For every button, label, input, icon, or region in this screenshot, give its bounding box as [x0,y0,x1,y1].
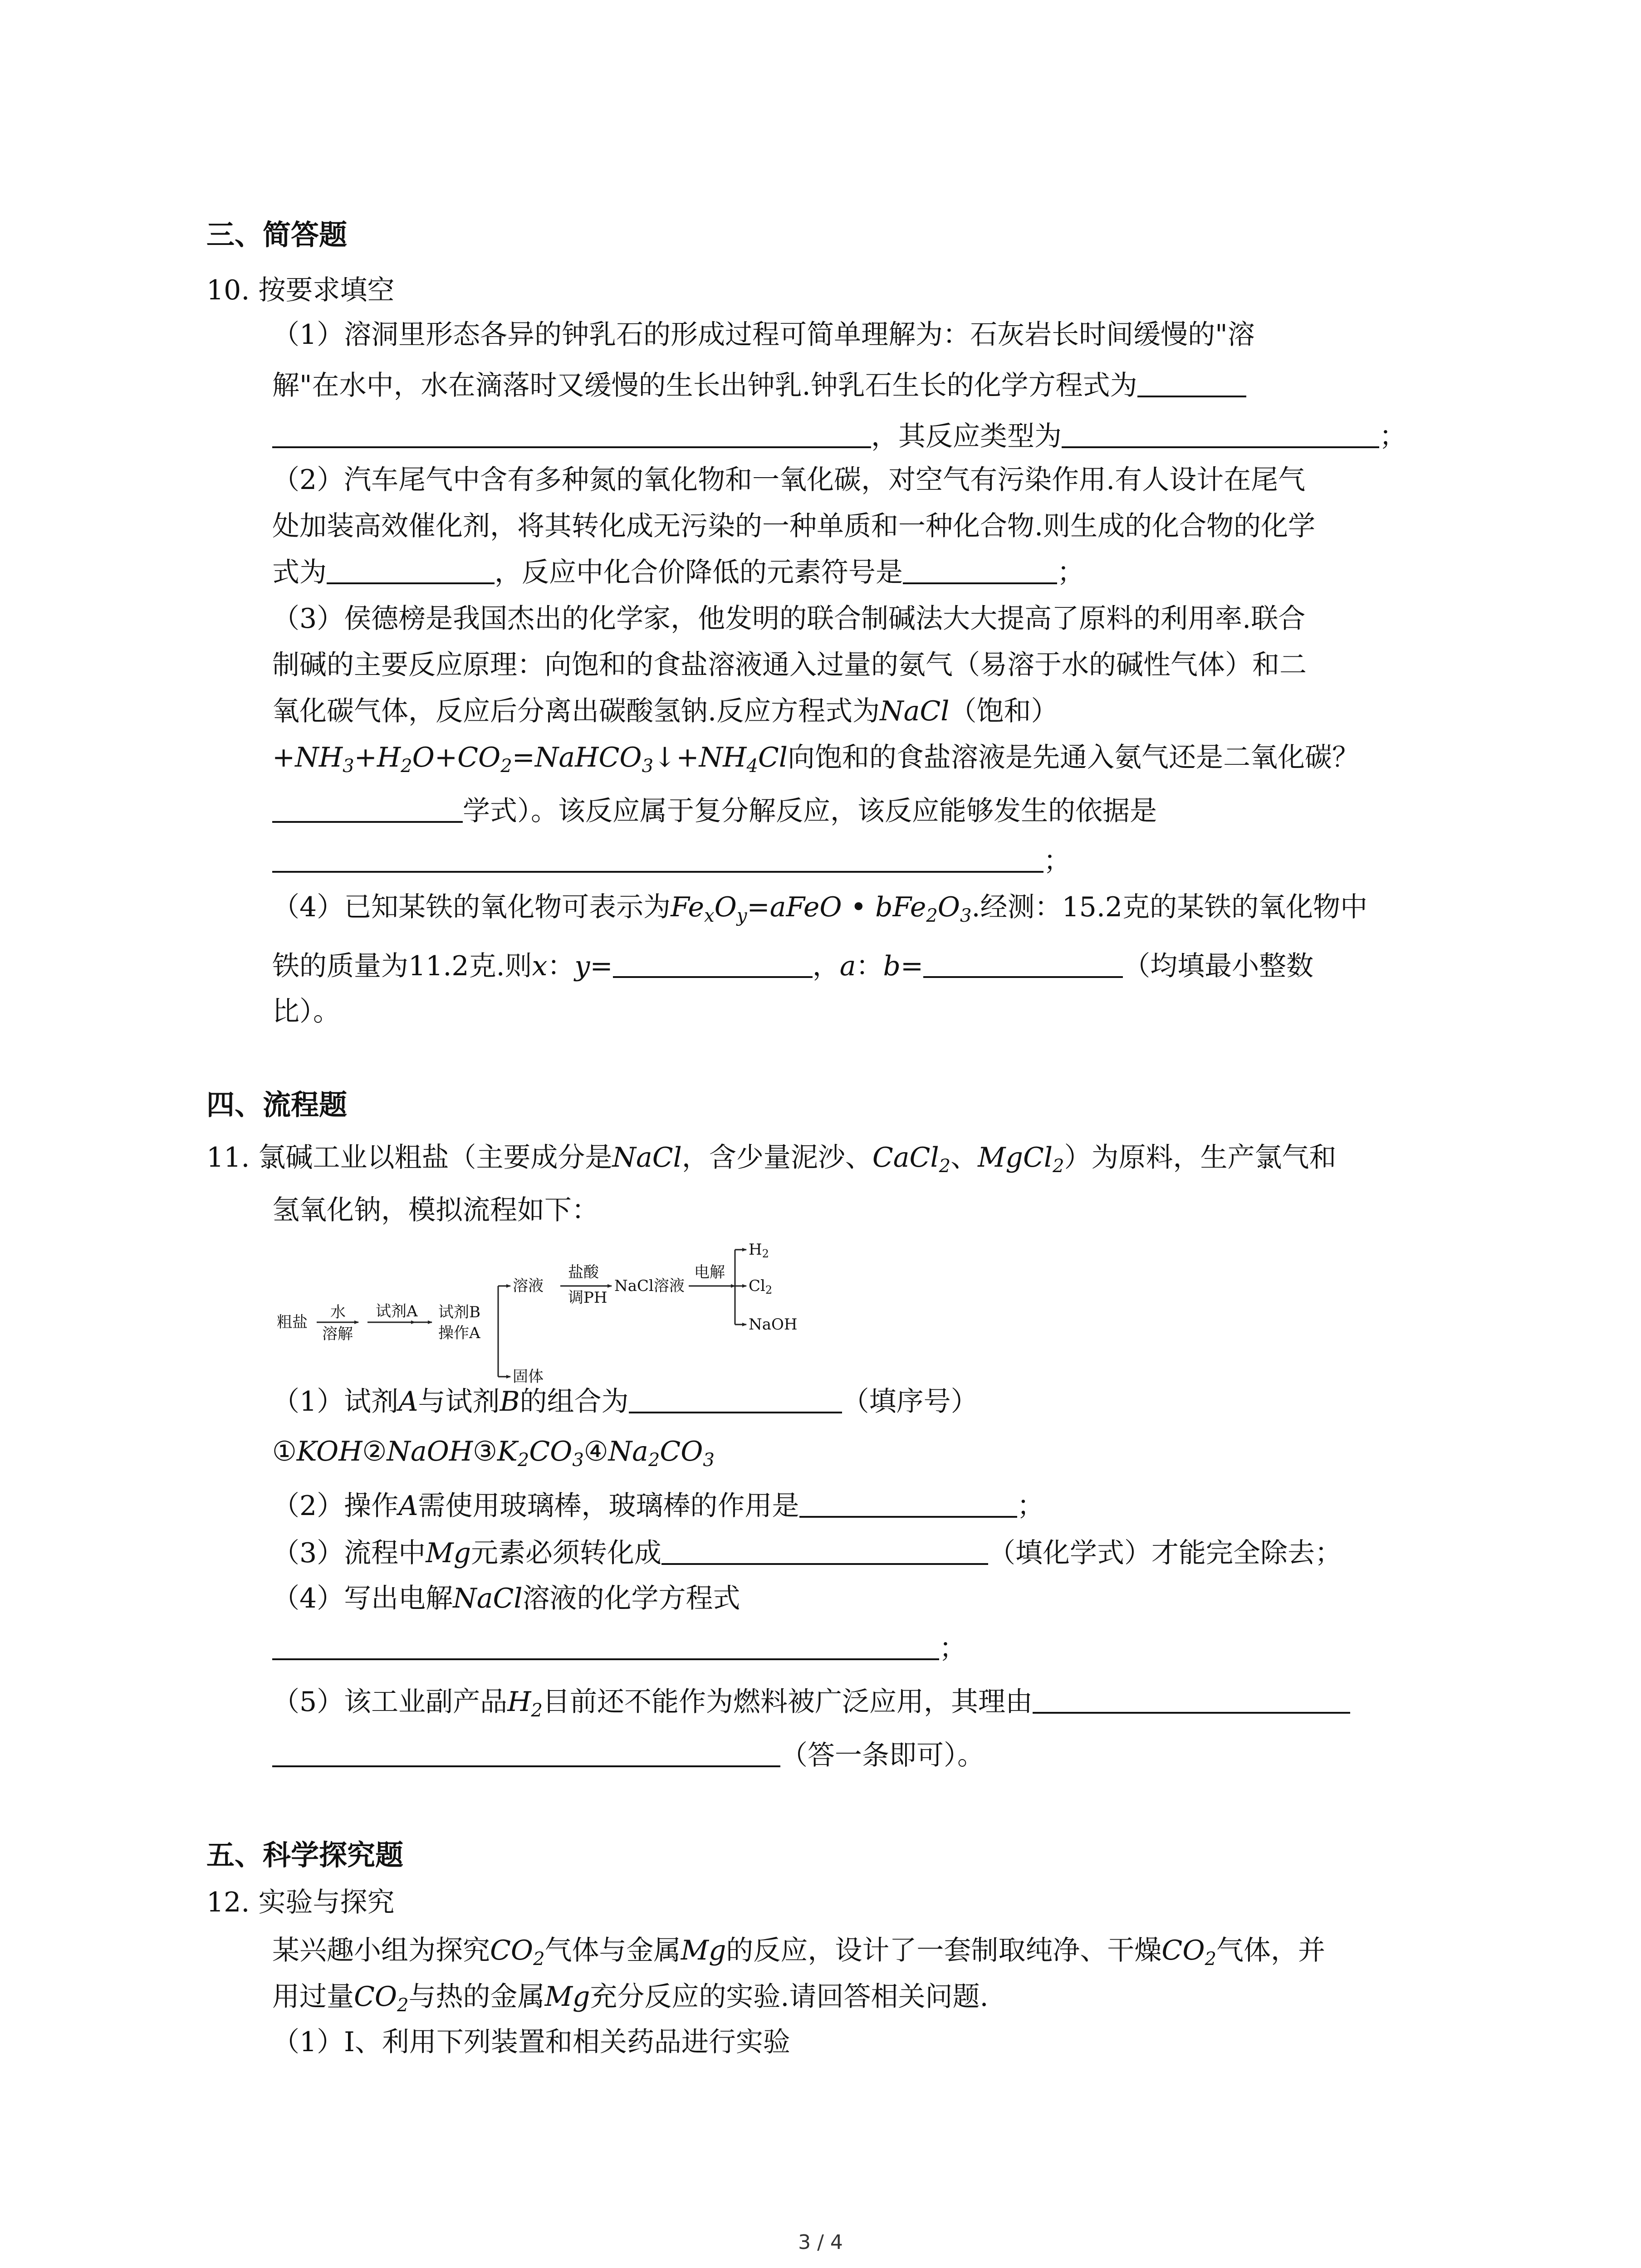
formula: NaCl [612,1142,682,1173]
answer-blank[interactable] [661,1536,988,1565]
q11-part5-line2 [272,1737,985,1774]
text: 的组合为 [519,1386,629,1418]
sub: 2 [401,756,412,777]
text: 与试剂 [418,1386,500,1418]
text: 某兴趣小组为探究 [272,1935,490,1966]
f: CaCl [872,1142,939,1173]
formula [507,1686,543,1721]
text: 式为 [272,557,327,588]
q11-part4-answer [272,1630,966,1667]
flow-solid: 固体 [513,1368,544,1386]
flow-solution: 溶液 [513,1277,544,1295]
q11-part4 [272,1580,740,1617]
sub: 2 [1053,1156,1064,1177]
answer-blank[interactable] [272,1738,780,1767]
text: 铁的质量为11.2克.则 [272,950,532,982]
answer-blank[interactable] [799,1489,1017,1518]
flow-water: 水 [330,1303,346,1321]
flow-arrows [277,1236,830,1386]
q10-part2-line3 [272,554,1084,591]
text: 用过量 [272,1981,354,2013]
formula: NaOH [387,1436,473,1467]
sub: 3 [960,905,972,926]
answer-blank[interactable] [1062,419,1379,448]
f: H [507,1686,531,1718]
f: +H [354,742,401,773]
q10-part3-line3 [272,693,1058,729]
q10-part1-line1: （1）溶洞里形态各异的钟乳石的形成过程可简单理解为：石灰岩长时间缓慢的"溶 [272,319,1255,351]
var: A [398,1386,418,1418]
question-12-stem [206,1884,395,1921]
sub: 3 [642,756,654,777]
flow-cl2 [749,1278,772,1294]
sub: 2 [765,1284,773,1296]
text: （均填最小整数 [1123,950,1314,982]
text: ，含少量泥沙、 [681,1142,872,1173]
text: = [900,950,924,982]
page-number: 3 / 4 [798,2231,843,2254]
f: H [749,1241,762,1259]
text: 氯碱工业以粗盐（主要成分是 [258,1142,612,1173]
q10-part2-line2: 处加装高效催化剂，将其转化成无污染的一种单质和一种化合物.则生成的化合物的化学 [272,510,1316,542]
formula: NaCl [880,695,950,727]
option-mark: ③ [473,1436,497,1467]
formula [497,1436,584,1471]
text: ， [812,950,840,982]
q10-part1-line2 [272,367,1246,404]
text: 学式）。该反应属于复分解反应，该反应能够发生的依据是 [463,795,1157,827]
formula: Mg [426,1537,471,1569]
process-flow-diagram [277,1236,830,1386]
formula: NaCl [453,1583,523,1614]
answer-blank[interactable] [923,949,1123,978]
var: b [883,950,901,982]
text: 实验与探究 [258,1887,395,1918]
text: 的反应，设计了一套制取纯净、干燥 [726,1935,1162,1966]
f: Fe [671,891,705,923]
text: ； [1043,845,1071,877]
f: CO [529,1436,573,1467]
flow-reagent-b: 试剂B [438,1303,480,1321]
f: CO [490,1935,534,1966]
answer-blank[interactable] [1137,368,1246,397]
flow-reagent-a: 试剂A [376,1302,418,1320]
sub: 2 [939,1156,951,1177]
option-mark: ① [272,1436,297,1467]
text: 需使用玻璃棒，玻璃棒的作用是 [418,1490,799,1522]
flow-adjust-ph: 调PH [568,1289,607,1307]
q10-part3-line1: （3）侯德榜是我国杰出的化学家，他发明的联合制碱法大大提高了原料的利用率.联合 [272,603,1306,635]
section-title-4: 四、流程题 [206,1088,348,1121]
question-number: 12. [206,1887,250,1918]
text: （4）已知某铁的氧化物可表示为 [272,891,671,923]
text: （答一条即可）。 [780,1740,985,1771]
q11-part2 [272,1488,1044,1524]
q12-line3: （1）Ⅰ、利用下列装置和相关药品进行实验 [272,2026,790,2058]
answer-blank[interactable] [327,555,495,584]
q12-line1 [272,1932,1325,1969]
f: Na [608,1436,648,1467]
f: =NaHCO [512,742,642,773]
q10-part4-line1 [272,889,1367,925]
q11-part3 [272,1535,1342,1571]
sub: 2 [500,756,512,777]
text: 气体，并 [1216,1935,1325,1966]
f: O+CO [412,742,501,773]
flow-nacl-solution: NaCl溶液 [614,1277,685,1295]
q11-part5 [272,1684,1350,1720]
text: （5）该工业副产品 [272,1686,508,1718]
formula [1161,1935,1216,1970]
q11-part1 [272,1383,978,1420]
answer-blank[interactable] [903,555,1057,584]
var: y [574,950,590,982]
sub: 2 [648,1450,660,1471]
text: 向饱和的食盐溶液是先通入氨气还是二氧化碳？ [788,742,1359,773]
text: ； [1017,1490,1044,1522]
answer-blank[interactable] [629,1384,842,1413]
text: ： [547,950,575,982]
text: ； [1379,420,1406,452]
section-title-3: 三、简答题 [206,218,348,251]
answer-blank[interactable] [272,1631,939,1660]
f: CO [354,1981,397,2013]
question-11-line1 [206,1139,1337,1176]
q10-part2-line1: （2）汽车尾气中含有多种氮的氧化物和一氧化碳，对空气有污染作用.有人设计在尾气 [272,464,1306,496]
question-10-stem [206,272,395,308]
text: ）为原料，生产氯气和 [1064,1142,1337,1173]
sub: 2 [397,1995,409,2016]
text: 目前还不能作为燃料被广泛应用，其理由 [542,1686,1033,1718]
text: ，反应中化合价降低的元素符号是 [495,557,903,588]
text: 充分反应的实验.请回答相关问题. [590,1981,989,2013]
text: 元素必须转化成 [471,1537,662,1569]
sub: 2 [533,1949,545,1970]
f: +NH [272,742,343,773]
text: ： [856,950,883,982]
text: （1）试剂 [272,1386,399,1418]
formula [490,1935,545,1970]
question-number: 10. [206,274,250,306]
sub: 2 [1205,1949,1216,1970]
formula [978,1142,1064,1177]
text: = [590,950,613,982]
answer-blank[interactable] [272,844,1043,873]
sub: 2 [762,1247,769,1260]
formula: Mg [544,1981,590,2013]
formula: KOH [296,1436,362,1467]
var: x [532,950,548,982]
sub: 2 [517,1450,529,1471]
text: （4）写出电解 [272,1583,453,1614]
question-text: 按要求填空 [258,274,395,306]
f: CO [660,1436,703,1467]
sub: 3 [703,1450,715,1471]
text: 解"在水中，水在滴落时又缓慢的生长出钟乳.钟乳石生长的化学方程式为 [272,370,1137,401]
f: Cl [749,1277,765,1295]
q11-options [272,1433,715,1470]
q10-part3-line5 [272,793,1157,829]
text: （填序号） [842,1386,978,1418]
text: ； [939,1633,966,1664]
f: K [497,1436,518,1467]
q12-line2 [272,1979,989,2015]
flow-dissolve: 溶解 [322,1325,353,1343]
q10-part3-line6 [272,843,1071,879]
text: 气体与金属 [544,1935,681,1966]
answer-blank[interactable] [272,794,463,823]
text: ； [1057,557,1084,588]
var: A [398,1490,418,1522]
f: O [937,891,960,923]
answer-blank[interactable] [272,419,871,448]
section-title-5: 五、科学探究题 [206,1838,404,1872]
f: bFe [875,891,926,923]
formula [872,1142,951,1177]
formula [671,891,972,926]
formula [354,1981,409,2016]
f: =aFeO [747,891,842,923]
sub: 3 [343,756,354,777]
flow-crude-salt: 粗盐 [277,1313,308,1331]
flow-hydrochloric-acid: 盐酸 [568,1263,599,1281]
text: 与热的金属 [408,1981,545,2013]
f: ↓+NH [653,742,747,773]
text: 、 [950,1142,978,1173]
f: CO [1161,1935,1205,1966]
text: （饱和） [949,695,1058,727]
sub: x [704,905,715,926]
f: • [850,891,867,923]
q10-part4-line2 [272,948,1313,984]
text: .经测：15.2克的某铁的氧化物中 [971,891,1368,923]
sub: 2 [531,1700,543,1721]
q10-part1-line3 [272,418,1406,455]
sub: 4 [746,756,758,777]
option-mark: ④ [583,1436,608,1467]
q10-part3-line2: 制碱的主要反应原理：向饱和的食盐溶液通入过量的氨气（易溶于水的碱性气体）和二 [272,649,1307,681]
q10-part3-equation [272,739,1359,776]
formula: Mg [681,1935,726,1966]
formula [608,1436,715,1471]
text: （3）流程中 [272,1537,426,1569]
text: ，其反应类型为 [871,420,1062,452]
flow-naoh: NaOH [749,1315,798,1334]
sub: 2 [926,905,938,926]
option-mark: ② [362,1436,387,1467]
flow-h2 [749,1242,769,1258]
formula [272,742,788,777]
flow-electrolysis: 电解 [694,1263,725,1281]
answer-blank[interactable] [1033,1685,1350,1714]
sub: 3 [572,1450,584,1471]
text: 氧化碳气体，反应后分离出碳酸氢钠.反应方程式为 [272,695,880,727]
text: （2）操作 [272,1490,399,1522]
sub: y [736,905,747,926]
question-11-line2: 氢氧化钠，模拟流程如下： [272,1194,599,1226]
f: O [714,891,737,923]
var: B [500,1386,520,1418]
f: Cl [758,742,788,773]
text: 溶液的化学方程式 [522,1583,740,1614]
var: a [839,950,856,982]
q10-part4-line3: 比）。 [272,996,340,1027]
question-number: 11. [206,1142,250,1173]
flow-operation-a: 操作A [438,1324,480,1342]
answer-blank[interactable] [613,949,813,978]
f: MgCl [978,1142,1053,1173]
text: （填化学式）才能完全除去； [988,1537,1342,1569]
